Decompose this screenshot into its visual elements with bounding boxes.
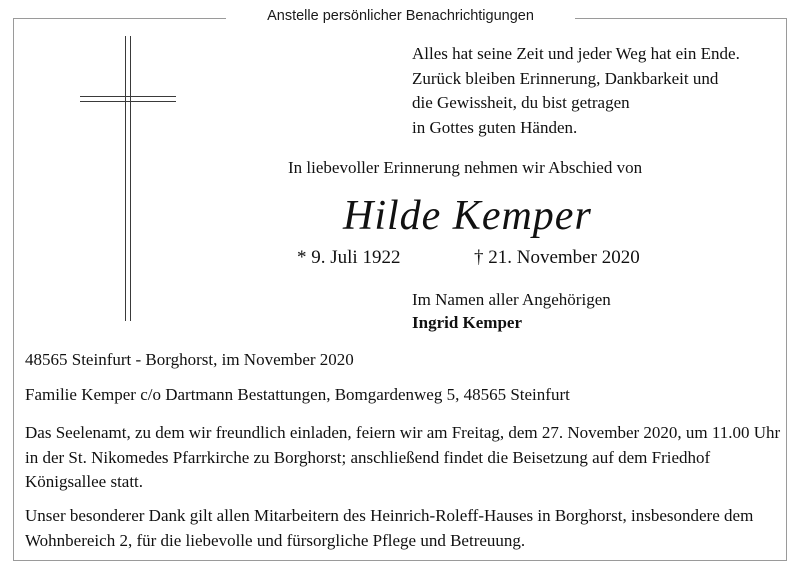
deceased-name: Hilde Kemper	[343, 193, 592, 239]
thanks-paragraph: Unser besonderer Dank gilt allen Mitarbeitern des Heinrich-Roleff-Hauses in Borghorst, insbesondere dem Wohnbereich 2, für die liebevolle und fürsorgliche Pflege und Betreuung.	[25, 506, 754, 550]
cross-icon	[80, 36, 176, 321]
contact-address: Familie Kemper c/o Dartmann Bestattungen, Bomgardenweg 5, 48565 Steinfurt	[25, 385, 570, 404]
signature-name: Ingrid Kemper	[412, 313, 523, 332]
signature-lead: Im Namen aller Angehörigen	[412, 290, 611, 309]
poem-line: Zurück bleiben Erinnerung, Dankbarkeit und	[412, 68, 719, 88]
poem	[412, 42, 740, 140]
frame-top-line-left	[13, 18, 226, 19]
frame-top-line-right	[575, 18, 786, 19]
birth-date: * 9. Juli 1922	[297, 247, 401, 268]
poem-line: Alles hat seine Zeit und jeder Weg hat ein Ende.	[412, 44, 740, 63]
header-note: Anstelle persönlicher Benachrichtigungen	[267, 8, 534, 24]
intro-text: In liebevoller Erinnerung nehmen wir Abschied von	[288, 158, 643, 177]
poem-line: in Gottes guten Händen.	[412, 117, 578, 137]
death-date: † 21. November 2020	[474, 247, 640, 268]
poem-line: die Gewissheit, du bist getragen	[412, 93, 630, 112]
service-paragraph: Das Seelenamt, zu dem wir freundlich einladen, feiern wir am Freitag, dem 27. November 2020, um 11.00 Uhr in der St. Nikomedes Pfarrkirche zu Borghorst; anschließend findet die Beisetzung auf dem Friedhof Königsallee statt.	[25, 423, 781, 491]
place-date: 48565 Steinfurt - Borghorst, im November 2020	[25, 350, 354, 369]
